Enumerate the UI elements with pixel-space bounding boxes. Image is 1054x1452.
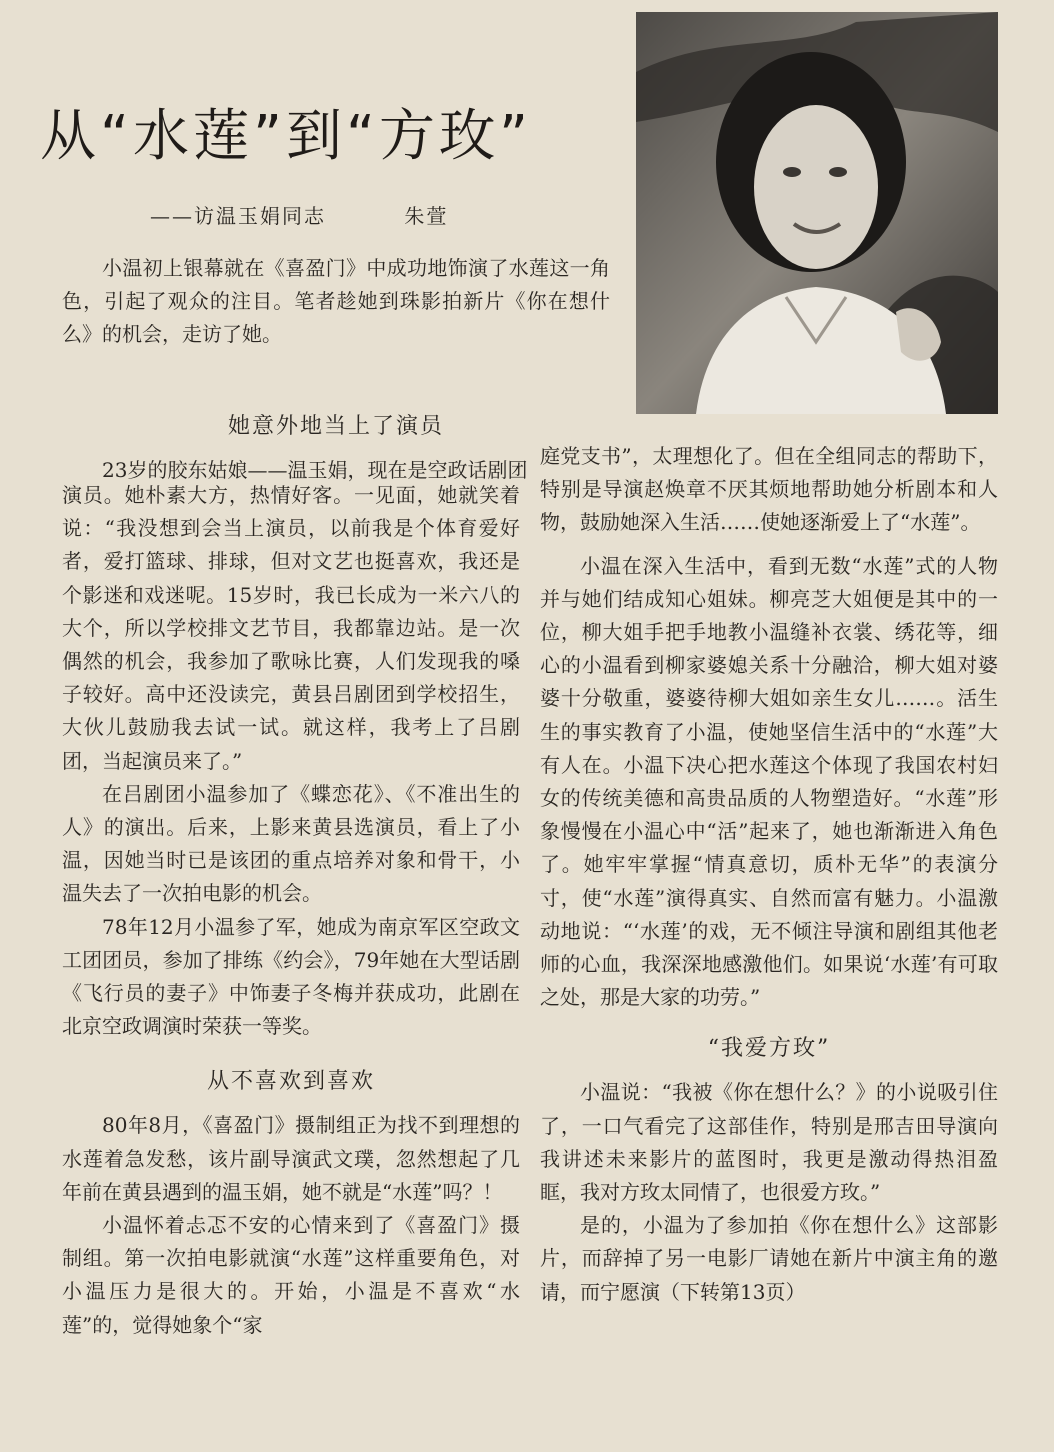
section1-paragraph-1: 演员。她朴素大方，热情好客。一见面，她就笑着说：“我没想到会当上演员，以前我是个体育爱好者，爱打篮球、排球，但对文艺也挺喜欢，我还是个影迷和戏迷呢。15岁时，我已长成为一米六八的大个，所以学校排文艺节目，我都靠边站。是一次偶然的机会，我参加了歌咏比赛，人们发现我的嗓子较好。高中还没读完，黄县吕剧团到学校招生，大伙儿鼓励我去试一试。就这样，我考上了吕剧团，当起演员来了。”	[62, 483, 520, 773]
section-heading-2: 从不喜欢到喜欢	[206, 1069, 375, 1095]
intro-paragraph: 小温初上银幕就在《喜盈门》中成功地饰演了水莲这一角色，引起了观众的注目。笔者趁她到珠影拍新片《你在想什么》的机会，走访了她。	[62, 256, 610, 347]
byline	[150, 200, 448, 229]
section-heading-1: 她意外地当上了演员	[227, 414, 444, 439]
right-paragraph-4: 是的，小温为了参加拍《你在想什么》这部影片，而辞掉了另一电影厂请她在新片中演主角的邀请，而宁愿演（下转第13页）	[540, 1213, 998, 1304]
article-author: 朱萱	[404, 204, 449, 228]
right-column	[540, 440, 998, 1309]
intro-block	[62, 252, 610, 352]
article-subtitle: ——访温玉娟同志	[150, 204, 326, 228]
right-paragraph-2: 小温在深入生活中，看到无数“水莲”式的人物并与她们结成知心姐妹。柳亮芝大姐便是其中的一位，柳大姐手把手地教小温缝补衣裳、绣花等，细心的小温看到柳家婆媳关系十分融洽，柳大姐对婆婆十分敬重，婆婆待柳大姐如亲生女儿……。活生生的事实教育了小温，使她坚信生活中的“水莲”大有人在。小温下决心把水莲这个体现了我国农村妇女的传统美德和高贵品质的人物塑造好。“水莲”形象慢慢在小温心中“活”起来了，她也渐渐进入角色了。她牢牢掌握“情真意切，质朴无华”的表演分寸，使“水莲”演得真实、自然而富有魅力。小温激动地说：“‘水莲’的戏，无不倾注导演和剧组其他老师的心血，我深深地感激他们。如果说‘水莲’有可取之处，那是大家的功劳。”	[540, 553, 998, 1010]
section1-paragraph-1-first-line: 23岁的胶东姑娘——温玉娟，现在是空政话剧团	[102, 458, 528, 482]
section1-paragraph-3: 78年12月小温参了军，她成为南京军区空政文工团团员，参加了排练《约会》，79年她在大型话剧《飞行员的妻子》中饰妻子冬梅并获成功，此剧在北京空政调演时荣获一等奖。	[62, 914, 520, 1039]
article-title: 从“水莲”到“方玫”	[40, 104, 533, 169]
portrait-image	[636, 12, 998, 414]
left-column-top	[62, 402, 610, 487]
section2-paragraph-2: 小温怀着忐忑不安的心情来到了《喜盈门》摄制组。第一次拍电影就演“水莲”这样重要角色，对小温压力是很大的。开始，小温是不喜欢“水莲”的，觉得她象个“家	[62, 1213, 520, 1337]
section2-paragraph-1: 80年8月，《喜盈门》摄制组正为找不到理想的水莲着急发愁，该片副导演武文璞，忽然想起了几年前在黄县遇到的温玉娟，她不就是“水莲”吗？！	[62, 1113, 520, 1204]
section1-paragraph-2: 在吕剧团小温参加了《蝶恋花》、《不准出生的人》的演出。后来，上影来黄县选演员，看上了小温，因她当时已是该团的重点培养对象和骨干，小温失去了一次拍电影的机会。	[62, 781, 520, 906]
right-paragraph-3: 小温说：“我被《你在想什么？》的小说吸引住了，一口气看完了这部佳作，特别是邢吉田导演向我讲述未来影片的蓝图时，我更是激动得热泪盈眶，我对方玫太同情了，也很爱方玫。”	[540, 1080, 998, 1205]
left-column	[62, 477, 520, 1342]
section-heading-3: “我爱方玫”	[707, 1036, 831, 1062]
continued-paragraph: 庭党支书”，太理想化了。但在全组同志的帮助下，特别是导演赵焕章不厌其烦地帮助她分析剧本和人物，鼓励她深入生活……使她逐渐爱上了“水莲”。	[540, 444, 998, 535]
portrait-photo	[636, 12, 998, 414]
